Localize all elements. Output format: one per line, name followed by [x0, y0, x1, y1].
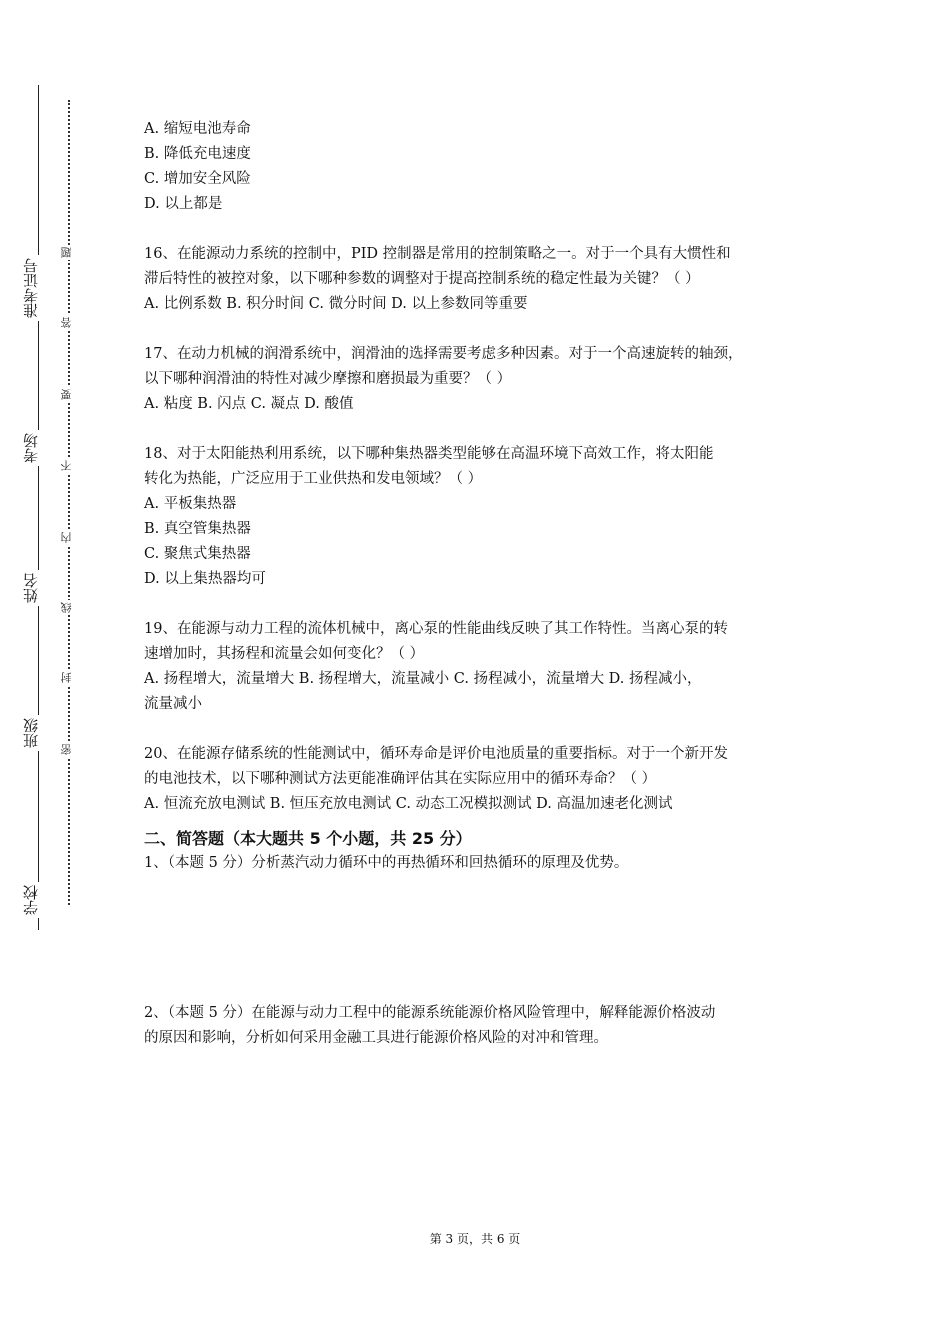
answer-space — [144, 876, 824, 1001]
seal-dotted-line — [68, 100, 70, 905]
option-line: B. 降低充电速度 — [144, 146, 251, 162]
exam-number-label: 准考证号 — [22, 255, 40, 321]
class-label: 班级 — [22, 715, 40, 751]
short-question-2: 的原因和影响，分析如何采用金融工具进行能源价格风险的对冲和管理。 — [144, 1030, 608, 1046]
seal-note: 题 — [60, 247, 73, 258]
option-line: C. 增加安全风险 — [144, 171, 251, 187]
seal-note: 答 — [60, 317, 73, 328]
section-title: 二、简答题（本大题共 5 个小题，共 25 分） — [144, 829, 472, 848]
option-line: B. 真空管集热器 — [144, 521, 251, 537]
name-label: 姓名 — [22, 570, 40, 606]
seal-note: 线 — [60, 602, 73, 613]
question-19-text: 速增加时，其扬程和流量会如何变化？（ ） — [144, 646, 425, 662]
question-17-text: 以下哪种润滑油的特性对减少摩擦和磨损最为重要？（ ） — [144, 371, 512, 387]
option-line: A. 缩短电池寿命 — [144, 121, 251, 137]
question-16-text: 滞后特性的被控对象，以下哪种参数的调整对于提高控制系统的稳定性最为关键？（ ） — [144, 271, 700, 287]
question-19-options: A. 扬程增大，流量增大 B. 扬程增大，流量减小 C. 扬程减小，流量增大 D. 扬程减小， — [144, 671, 702, 687]
short-question-1: 1、（本题 5 分）分析蒸汽动力循环中的再热循环和回热循环的原理及优势。 — [144, 855, 629, 871]
option-line: D. 以上都是 — [144, 196, 223, 212]
short-question-2: 2、（本题 5 分）在能源与动力工程中的能源系统能源价格风险管理中，解释能源价格波动 — [144, 1005, 716, 1021]
question-17-options: A. 粘度 B. 闪点 C. 凝点 D. 酸值 — [144, 396, 354, 412]
exam-content — [144, 117, 824, 1051]
question-20-options: A. 恒流充放电测试 B. 恒压充放电测试 C. 动态工况模拟测试 D. 高温加速老化测试 — [144, 796, 673, 812]
seal-note: 内 — [60, 532, 73, 543]
binding-line — [38, 85, 39, 930]
binding-margin — [0, 0, 110, 1344]
question-19-text: 19、在能源与动力工程的流体机械中，离心泵的性能曲线反映了其工作特性。当离心泵的转 — [144, 621, 728, 637]
seal-note: 要 — [60, 389, 73, 400]
seal-note: 密 — [60, 744, 73, 755]
question-20-text: 20、在能源存储系统的性能测试中，循环寿命是评价电池质量的重要指标。对于一个新开发 — [144, 746, 728, 762]
question-19-options: 流量减小 — [144, 696, 202, 712]
question-16-text: 16、在能源动力系统的控制中，PID 控制器是常用的控制策略之一。对于一个具有大惯性和 — [144, 246, 731, 262]
question-20-text: 的电池技术，以下哪种测试方法更能准确评估其在实际应用中的循环寿命？（ ） — [144, 771, 657, 787]
question-16-options: A. 比例系数 B. 积分时间 C. 微分时间 D. 以上参数同等重要 — [144, 296, 528, 312]
option-line: D. 以上集热器均可 — [144, 571, 266, 587]
page-number: 第 3 页，共 6 页 — [429, 1232, 521, 1246]
question-18-text: 18、对于太阳能热利用系统，以下哪种集热器类型能够在高温环境下高效工作，将太阳能 — [144, 446, 714, 462]
exam-room-label: 考场 — [22, 430, 40, 466]
option-line: A. 平板集热器 — [144, 496, 237, 512]
seal-note: 封 — [60, 672, 73, 683]
seal-note: 不 — [60, 460, 73, 471]
question-18-text: 转化为热能，广泛应用于工业供热和发电领域？（ ） — [144, 471, 483, 487]
option-line: C. 聚焦式集热器 — [144, 546, 251, 562]
school-label: 学校 — [22, 882, 40, 918]
question-17-text: 17、在动力机械的润滑系统中，润滑油的选择需要考虑多种因素。对于一个高速旋转的轴颈， — [144, 346, 743, 362]
